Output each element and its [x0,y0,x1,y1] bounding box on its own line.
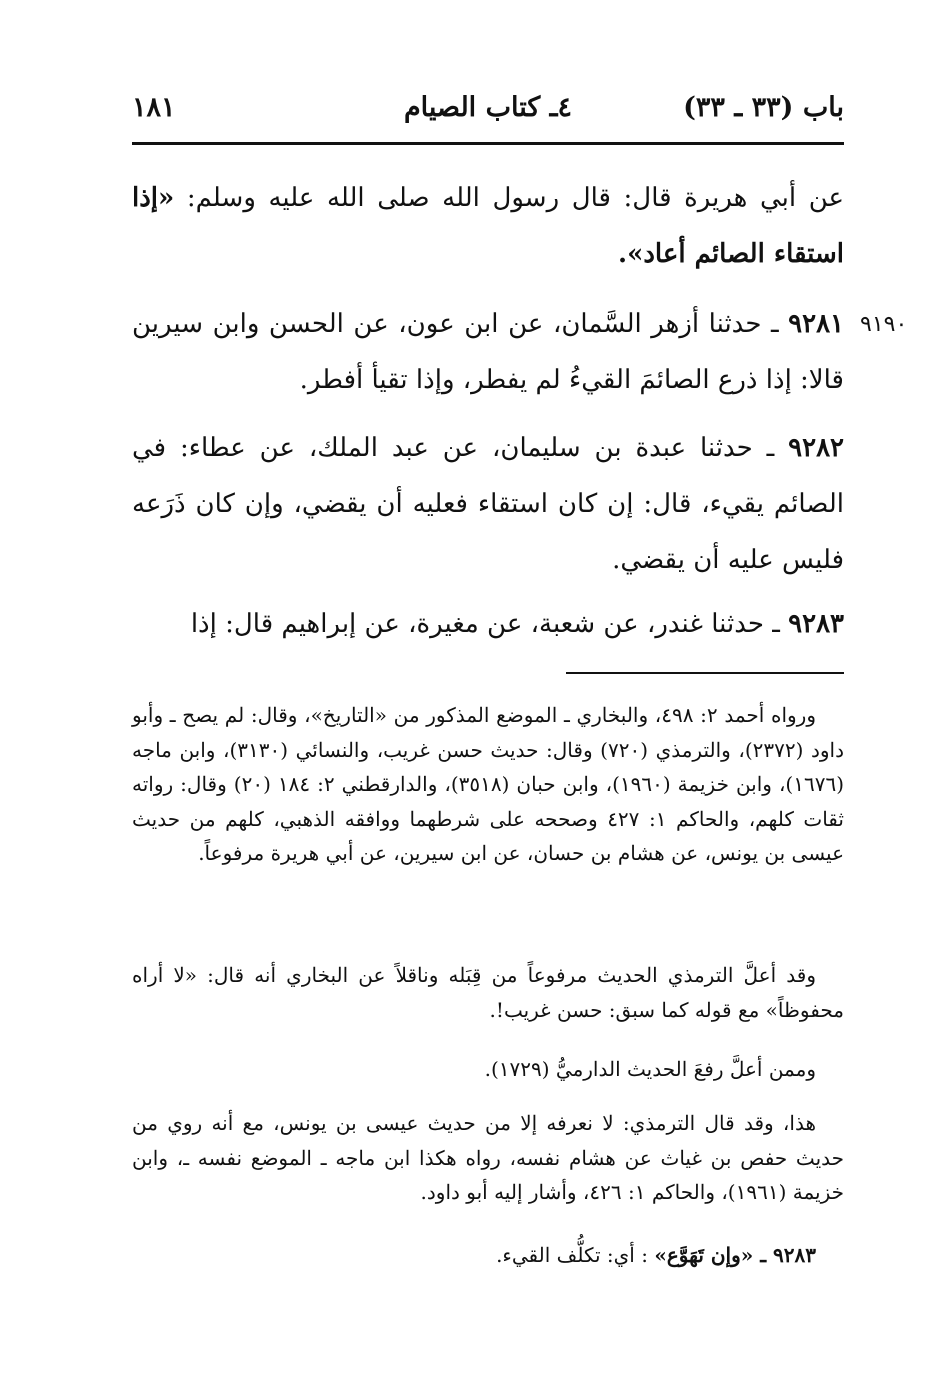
footnote-rule [566,672,844,674]
hadith-9283 [132,596,844,652]
hadith-9281 [132,296,844,408]
hadith-9282 [132,420,844,588]
footnote-text: وقد أعلَّ الترمذي الحديث مرفوعاً من قِبَله وناقلاً عن البخاري أنه قال: «لا أراه محفوظاً» مع قوله كما سبق: حسن غريب!. [132,963,844,1022]
footnote-4 [132,1106,844,1210]
book-title: ٤ـ كتاب الصيام [403,92,573,123]
paragraph-text: ـ حدثنا أزهر السَّمان، عن ابن عون، عن الحسن وابن سيرين قالا: إذا ذرع الصائمَ القيءُ لم يفطر، وإذا تقيأ أفطر. [132,309,844,395]
footnote-5 [132,1238,844,1273]
footnote-text: هذا، وقد قال الترمذي: لا نعرفه إلا من حديث عيسى بن يونس، مع أنه روي من حديث حفص بن غياث عن هشام نفسه، رواه هكذا ابن ماجه ـ الموضع نفسه ـ، وابن خزيمة (١٩٦١)، والحاكم ١: ٤٢٦، وأشار إليه أبو داود. [132,1111,844,1204]
footnote-3 [132,1052,844,1087]
footnote-number: ٩٢٨٣ [773,1243,816,1267]
hadith-number: ٩٢٨٣ [788,609,844,639]
footnote-quote: ـ «وإن تَهَوَّع» [654,1243,774,1267]
footnote-text: وممن أعلَّ رفعَ الحديث الدارميُّ (١٧٢٩). [484,1057,816,1081]
footnote-text: ورواه أحمد ٢: ٤٩٨، والبخاري ـ الموضع المذكور من «التاريخ»، وقال: لم يصح ـ وأبو داود (٢٣٧٢)، والترمذي (٧٢٠) وقال: حديث حسن غريب، والنسائي (٣١٣٠)، وابن ماجه (١٦٧٦)، وابن خزيمة (١٩٦٠)، وابن حبان (٣٥١٨)، والدارقطني ٢: ١٨٤ (٢٠) وقال: رواته ثقات كلهم، والحاكم ١: ٤٢٧ وصححه على شرطهما ووافقه الذهبي، كلهم من حديث عيسى بن يونس، عن هشام بن حسان، عن ابن سيرين، عن أبي هريرة مرفوعاً. [132,703,844,865]
hadith-quote: «إذا استقاء الصائم أعاد». [132,183,844,269]
paragraph-continuation [132,170,844,282]
paragraph-text: عن أبي هريرة قال: قال رسول الله صلى الله عليه وسلم: [174,183,845,213]
hadith-number: ٩٢٨١ [788,309,844,339]
footnote-text: : أي: تكلُّف القيء. [496,1243,655,1267]
page-number: ١٨١ [132,92,176,123]
footnote-2 [132,958,844,1027]
paragraph-text: ـ حدثنا عبدة بن سليمان، عن عبد الملك، عن عطاء: في الصائم يقيء، قال: إن كان استقاء فعليه أن يقضي، وإن كان ذَرَعه فليس عليه أن يقضي. [132,433,844,575]
page-header [132,92,844,136]
footnote-1 [132,698,844,871]
header-rule [132,142,844,145]
chapter-heading: باب (٣٣ ـ ٣٣) [683,92,844,123]
margin-number: ٩١٩٠ [860,312,908,337]
paragraph-text: ـ حدثنا غندر، عن شعبة، عن مغيرة، عن إبراهيم قال: إذا [190,609,789,639]
hadith-number: ٩٢٨٢ [788,433,844,463]
